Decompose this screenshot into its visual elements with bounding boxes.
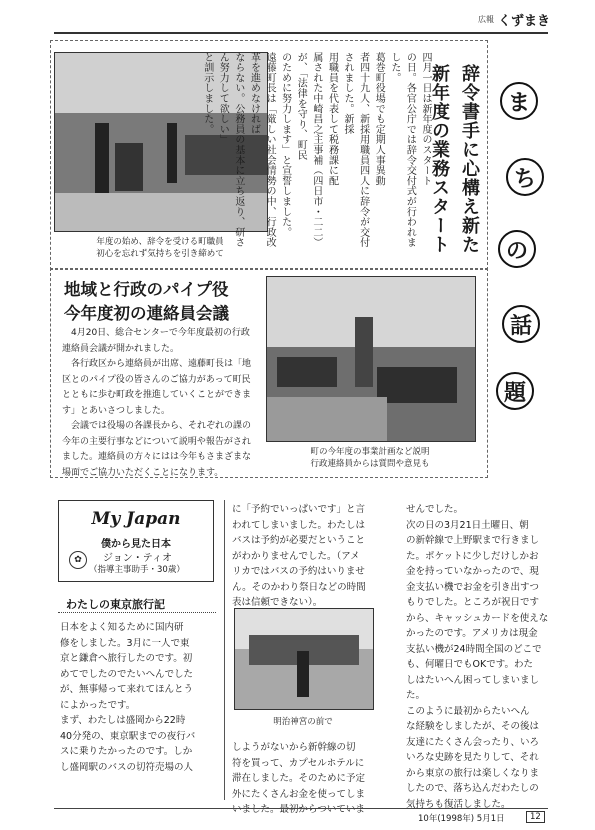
- article2-paragraph: 4月20日、総合センターで今年度最初の行政連絡員会議が開かれました。: [62, 328, 250, 354]
- text-line: な経験をしましたが、その後は: [406, 721, 540, 732]
- title-underline: [58, 612, 216, 613]
- text-line: われてしまいました。わたしは: [232, 519, 366, 531]
- header-publisher: くずまき: [498, 14, 551, 29]
- myjapan-col3: [406, 502, 566, 812]
- text-line: 金を持っていなかったので、現: [406, 566, 539, 577]
- text-line: 日本をよく知るために国内研: [60, 622, 184, 633]
- body-col: 属された中崎昌之主事補（四日市・二二）が、「法律を守り、町民: [295, 52, 322, 248]
- article2-caption-1: 町の今年度の事業計画など説明: [310, 447, 430, 457]
- myjapan-col2-top: [232, 502, 396, 611]
- myjapan-col2-bottom: [232, 740, 396, 818]
- text-line: が、無事帰って来れてほんとう: [60, 684, 194, 695]
- text-line: いろな史跡を見たりして、それ: [406, 752, 539, 763]
- text-line: の新幹線で上野駅まで行きまし: [406, 535, 540, 546]
- text-line: た。ポケットに少しだけしかお: [406, 550, 539, 562]
- text-line: 京と鎌倉へ旅行したのです。初: [60, 653, 193, 664]
- myjapan-subtitle: 僕から見た日本: [101, 539, 171, 550]
- text-line: バスは予約が必要だということ: [232, 535, 366, 546]
- side-title-char: 話: [502, 305, 540, 343]
- body-col: のために努力します」と宣誓しました。: [279, 52, 291, 238]
- text-line: 40分発の、東京駅までの夜行バ: [60, 730, 196, 742]
- side-title-char: ま: [500, 82, 538, 120]
- text-line: がわかりませんでした。（アメ: [232, 550, 360, 562]
- article2-body: [62, 326, 258, 481]
- body-col: 葛巻町役場でも定期人事異動: [373, 52, 385, 186]
- header-publisher-small: 広報: [478, 15, 494, 24]
- body-col: 用職員を代表して税務課に配: [326, 52, 338, 186]
- text-line: 友達にたくさん会ったり、いろ: [406, 736, 540, 748]
- article2-headline-1: 地域と行政のパイプ役: [64, 280, 229, 299]
- text-line: し盛岡駅のバスの切符売場の人: [60, 761, 194, 773]
- text-line: リカではバスの予約はいりませ: [232, 566, 365, 577]
- article1-body: [201, 52, 433, 248]
- side-title-char: 題: [496, 372, 534, 410]
- text-line: た。: [406, 690, 426, 701]
- article1-headline-1: 辞令書手に心構え新た: [459, 64, 480, 254]
- text-line: しようがないから新幹線の切: [232, 742, 356, 753]
- page-number: 12: [526, 811, 545, 823]
- text-line: 符を買って、カプセルホテルに: [232, 757, 365, 769]
- body-col: と訓示しました。: [201, 52, 213, 135]
- article1-caption-2: 初心を忘れず気持ちを引き締めて: [96, 249, 224, 259]
- side-title-char: ち: [506, 158, 544, 196]
- text-line: もりでした。ところが祝日です: [406, 597, 540, 608]
- article2-headline-2: 今年度初の連絡員会議: [64, 304, 229, 323]
- text-line: から東京の旅行は楽しくなりま: [406, 767, 540, 779]
- myjapan-col1: [60, 620, 220, 775]
- text-line: 次の日の3月21日土曜日、朝: [406, 519, 529, 531]
- article1-caption-1: 年度の始め、辞令を受ける町職員: [96, 237, 224, 247]
- header-rule: [54, 32, 548, 34]
- text-line: スに乗りたかったのです。しか: [60, 746, 193, 757]
- text-line: しはたいへん困ってしまいまし: [406, 674, 540, 686]
- text-line: かったのです。アメリカは現金: [406, 628, 538, 639]
- body-col: の日。各官公庁では辞令交付式が行われました。: [388, 52, 416, 248]
- myjapan-photo: [234, 608, 374, 710]
- text-line: によかったです。: [60, 699, 136, 711]
- column-divider: [224, 500, 225, 800]
- article1-headline-2: 新年度の業務スタート: [429, 64, 450, 254]
- myjapan-box: [58, 500, 214, 582]
- myjapan-author: ジョン・ティオ: [103, 553, 172, 564]
- text-line: このように最初からたいへん: [406, 705, 530, 717]
- side-title-char: の: [498, 230, 536, 268]
- text-line: 修をしました。3月に一人で東: [60, 637, 190, 649]
- text-line: せんでした。: [406, 504, 464, 515]
- footer-date: 10年(1998年) 5月1日: [418, 814, 505, 824]
- text-line: も、何曜日でもOKです。わた: [406, 659, 533, 670]
- body-col: ならない。公務員の基本に立ち返り、研さん努力して欲しい」: [217, 52, 244, 248]
- article2-caption-2: 行政連絡員からは質問や意見も: [310, 459, 430, 469]
- meeting-photo: [267, 277, 475, 441]
- text-line: 金支払い機でお金を引き出すつ: [406, 581, 540, 593]
- myjapan-article-title: わたしの東京旅行記: [66, 598, 165, 611]
- text-line: めてでしたのでたいへんでした: [60, 668, 194, 680]
- body-col: 四月一日は新年度のスタート: [420, 52, 431, 186]
- body-col: 者四十九人、新採用職員四人に辞令が交付されました。新採: [342, 52, 369, 248]
- text-line: から、キャッシュカードを使えな: [406, 612, 549, 624]
- text-line: ん。そのかわり祭日などの時間: [232, 581, 366, 593]
- text-line: に「予約でいっぱいです」と言: [232, 504, 366, 515]
- flower-icon: ✿: [69, 551, 87, 569]
- article2-paragraph: 会議では役場の各課長から、それぞれの課の今年の主要行事などについて説明や報告がされました。連絡員の方々にはは今年もさまざまな場面でご協力いただくことになります。: [62, 421, 252, 478]
- text-line: 表は信頼できない）。: [232, 597, 323, 608]
- article2-photo: [266, 276, 476, 442]
- article2-paragraph: 各行政区から連絡員が出席、遠藤町長は「地区とのパイプ役の皆さんのご協力があって町民とともに歩む町政を推進していくことができます」とあいさつしました。: [62, 359, 252, 416]
- text-line: 気持ちも復活しました。: [406, 798, 511, 810]
- text-line: 滞在しました。そのために予定: [232, 773, 366, 784]
- text-line: まず、わたしは盛岡から22時: [60, 715, 186, 726]
- text-line: 支払い機が24時間全国のどこで: [406, 643, 542, 655]
- myjapan-author-role: （指導主事助手・30歳）: [89, 565, 185, 575]
- text-line: 外にたくさんお金を使ってしま: [232, 788, 366, 800]
- shrine-photo: [235, 609, 373, 709]
- text-line: いました。最初からついていま: [232, 804, 365, 815]
- myjapan-photo-caption: 明治神宮の前で: [273, 717, 333, 727]
- myjapan-title: My Japan: [91, 509, 181, 529]
- footer-rule: [54, 808, 548, 809]
- article1-headline: [429, 64, 482, 254]
- article2-headline: [64, 278, 229, 326]
- body-col: 遠藤町長は「厳しい社会情勢の中、行政改革を進めなければ: [248, 52, 276, 248]
- text-line: したので、落ち込んだわたしの: [406, 783, 539, 794]
